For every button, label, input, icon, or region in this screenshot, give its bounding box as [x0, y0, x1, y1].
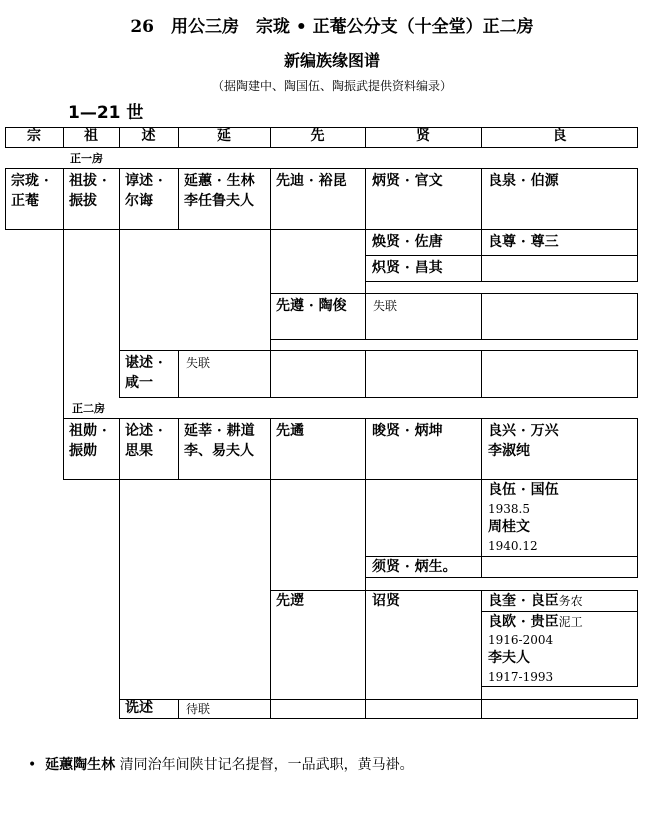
cell-lunshu: 论述 · 思果 — [119, 418, 179, 480]
cell-zonglong: 宗珑 · 正菴 — [5, 168, 64, 230]
header-yan: 延 — [217, 128, 231, 144]
cell-chenshu: 谌述 · 咸一 — [119, 350, 179, 398]
cell-xiandi-continued — [270, 229, 366, 294]
page-title: 26 用公三房 宗珑 • 正菴公分支（十全堂）正二房 — [130, 17, 534, 37]
cell-empty-xian2-1 — [365, 350, 482, 398]
header-xian2: 贤 — [416, 128, 430, 144]
cell-chixian: 炽贤 · 昌其 — [365, 255, 482, 282]
cell-empty-liang-1 — [481, 255, 638, 282]
cell-xianyu: 先遹 — [270, 418, 366, 480]
cell-liangkui: 良奎 · 良臣务农 — [481, 590, 638, 612]
cell-empty-liang-4 — [481, 556, 638, 578]
cell-liangxing: 良兴 · 万兴 李淑纯 — [481, 418, 638, 480]
cell-empty-block-2 — [119, 479, 271, 700]
generation-range: 1—21 世 — [68, 103, 144, 123]
cell-xianzun: 先遵 · 陶俊 — [270, 293, 366, 340]
cell-liangquan: 良泉 · 伯源 — [481, 168, 638, 230]
cell-huanxian: 焕贤 · 佐唐 — [365, 229, 482, 256]
branch-label-first: 正一房 — [70, 152, 103, 165]
bullet-icon: • — [28, 757, 37, 773]
cell-liangzun: 良尊 · 尊三 — [481, 229, 638, 256]
footnote-text: 清同治年间陕甘记名提督，一品武职，黄马褂。 — [115, 757, 414, 773]
cell-xianyu-continued — [270, 479, 366, 591]
source-note: （据陶建中、陶国伍、陶振武提供资料编录） — [211, 79, 452, 93]
cell-xianshu: 诜述 — [119, 699, 179, 719]
cell-yanxin: 延莘 · 耕道 李、易夫人 — [178, 418, 271, 480]
cell-xiandi: 先迪 · 裕昆 — [270, 168, 366, 230]
cell-shilian-2: 失联 — [178, 350, 271, 398]
footnote-name: 延蕙陶生林 — [45, 757, 116, 773]
liangou-note: 泥工 — [558, 615, 583, 629]
cell-chunshu: 谆述 · 尔诲 — [119, 168, 179, 230]
cell-empty-xian2-2 — [365, 479, 482, 557]
page-subtitle: 新编族缘图谱 — [283, 51, 380, 70]
header-liang: 良 — [552, 128, 567, 144]
cell-dailian: 待联 — [178, 699, 271, 719]
cell-bingxian: 炳贤 · 官文 — [365, 168, 482, 230]
cell-liangwu: 良伍 · 国伍 1938.5 周桂文 1940.12 — [481, 479, 638, 557]
header-zu: 祖 — [84, 128, 98, 144]
cell-yanhui: 延蕙 · 生林 李任鲁夫人 — [178, 168, 271, 230]
cell-empty-liang-5 — [481, 699, 638, 719]
cell-shilian-1: 失联 — [365, 293, 482, 340]
cell-empty-xian-1 — [270, 350, 366, 398]
header-xian: 先 — [310, 128, 325, 144]
branch-label-second: 正二房 — [72, 402, 105, 415]
cell-empty-liang-2 — [481, 293, 638, 340]
cell-zuba: 祖拔 · 振拔 — [63, 168, 120, 230]
cell-xianhuan: 先遻 — [270, 590, 366, 700]
liangkui-note: 务农 — [558, 594, 583, 608]
cell-empty-xian2-3 — [365, 699, 482, 719]
cell-zhaoxian: 诏贤 — [365, 590, 482, 700]
header-zong: 宗 — [27, 128, 41, 144]
cell-zuxun: 祖勋 · 振勋 — [63, 418, 120, 480]
cell-junxian: 晙贤 · 炳坤 — [365, 418, 482, 480]
cell-liangou: 良欧 · 贵臣泥工 1916-2004 李夫人 1917-1993 — [481, 611, 638, 687]
header-shu: 述 — [141, 128, 156, 144]
cell-empty-xian-2 — [270, 699, 366, 719]
cell-xuxian: 须贤 · 炳生。 — [365, 556, 482, 578]
cell-empty-liang-3 — [481, 350, 638, 398]
cell-empty-block-1 — [119, 229, 271, 351]
footnote — [28, 757, 414, 774]
